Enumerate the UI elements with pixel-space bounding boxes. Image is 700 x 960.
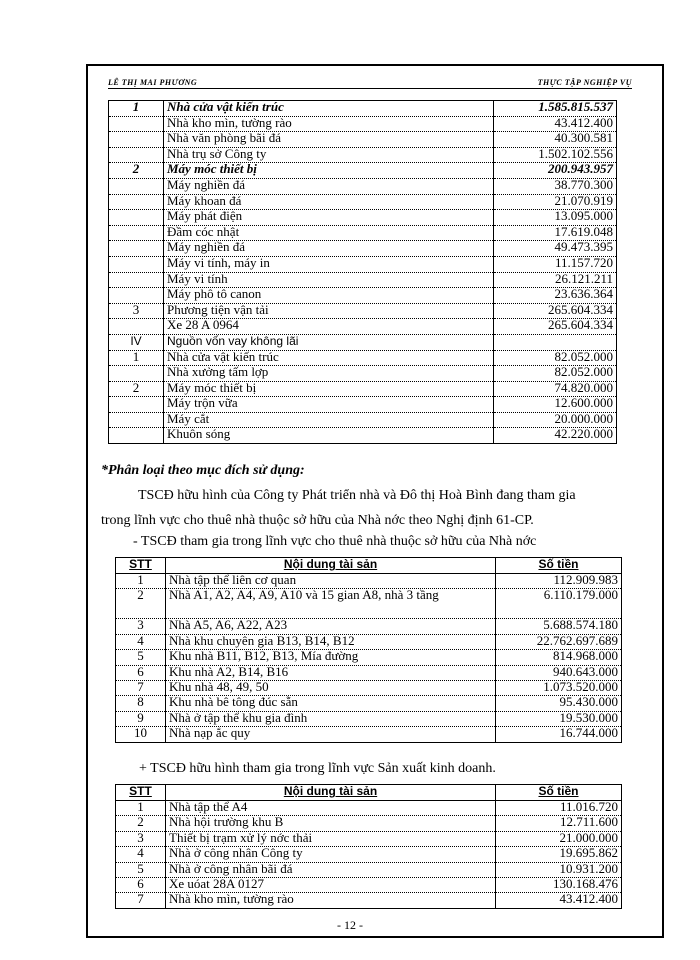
row-stt: 1 (109, 101, 164, 117)
business-table-body (116, 801, 622, 909)
row-stt (109, 210, 164, 226)
row-amount: 21.000.000 (496, 831, 622, 846)
row-stt: 1 (116, 574, 166, 589)
table-row (109, 428, 617, 444)
row-amount: 40.300.581 (494, 132, 617, 148)
row-name: Máy khoan đá (164, 194, 494, 210)
row-amount: 112.909.983 (496, 574, 622, 589)
header-title: THỰC TẬP NGHIỆP VỤ (537, 78, 632, 87)
rental-table-body (116, 574, 622, 743)
table-row (116, 589, 622, 619)
row-amount: 11.157.720 (494, 256, 617, 272)
row-amount: 16.744.000 (496, 727, 622, 742)
row-stt: 3 (109, 303, 164, 319)
table-row (109, 101, 617, 117)
row-stt (109, 178, 164, 194)
row-stt (109, 132, 164, 148)
section-heading: *Phân loại theo mục đích sử dụng: (101, 463, 305, 478)
row-name: Nhà văn phòng bãi đá (164, 132, 494, 148)
row-name: Khuôn sóng (164, 428, 494, 444)
page-header (108, 78, 632, 92)
row-stt: 5 (116, 650, 166, 665)
row-amount: 814.968.000 (496, 650, 622, 665)
row-stt: 6 (116, 877, 166, 892)
header-content: Nội dung tài sản (166, 785, 496, 801)
row-stt (109, 256, 164, 272)
table-row (109, 334, 617, 350)
row-name: Máy móc thiết bị (164, 163, 494, 179)
row-amount: 1.073.520.000 (496, 680, 622, 695)
paragraph-line-2: trong lĩnh vực cho thuê nhà thuộc sở hữu của Nhà nớc theo Nghị định 61-CP. (101, 513, 534, 528)
row-name: Máy nghiền đá (164, 241, 494, 257)
table-row (116, 816, 622, 831)
row-stt (109, 366, 164, 382)
table-row (116, 696, 622, 711)
table-row (116, 847, 622, 862)
rental-table (115, 557, 622, 743)
row-amount: 265.604.334 (494, 319, 617, 335)
row-name: Máy phát điện (164, 210, 494, 226)
table-row (116, 893, 622, 908)
asset-table-body (109, 101, 617, 444)
header-stt: STT (116, 558, 166, 574)
header-rule (108, 88, 632, 89)
row-name: Khu nhà A2, B14, B16 (166, 665, 496, 680)
rental-subheading: - TSCĐ tham gia trong lĩnh vực cho thuê nhà thuộc sở hữu của Nhà nớc (133, 534, 537, 549)
row-amount: 43.412.400 (494, 116, 617, 132)
row-name: Nhà hội trường khu B (166, 816, 496, 831)
row-stt: 10 (116, 727, 166, 742)
row-amount: 95.430.000 (496, 696, 622, 711)
row-amount: 23.636.364 (494, 288, 617, 304)
row-name: Nguồn vốn vay không lãi (164, 334, 494, 350)
row-name: Nhà A5, A6, A22, A23 (166, 619, 496, 634)
row-amount: 6.110.179.000 (496, 589, 622, 619)
row-stt: 3 (116, 619, 166, 634)
row-name: Xe 28 A 0964 (164, 319, 494, 335)
header-content: Nội dung tài sản (166, 558, 496, 574)
row-amount: 74.820.000 (494, 381, 617, 397)
row-name: Khu nhà 48, 49, 50 (166, 680, 496, 695)
row-amount: 1.585.815.537 (494, 101, 617, 117)
row-amount: 38.770.300 (494, 178, 617, 194)
row-name: Nhà A1, A2, A4, A9, A10 và 15 gian A8, nhà 3 tầng (166, 589, 496, 619)
row-amount: 1.502.102.556 (494, 147, 617, 163)
row-name: Phương tiện vận tải (164, 303, 494, 319)
row-name: Máy phô tô canon (164, 288, 494, 304)
header-author: LÊ THỊ MAI PHƯƠNG (108, 78, 198, 87)
row-stt: 2 (109, 381, 164, 397)
row-stt (109, 428, 164, 444)
row-stt: 4 (116, 634, 166, 649)
row-amount: 12.711.600 (496, 816, 622, 831)
row-name: Nhà ở công nhân bãi đá (166, 862, 496, 877)
row-amount: 22.762.697.689 (496, 634, 622, 649)
row-amount: 130.168.476 (496, 877, 622, 892)
row-amount: 17.619.048 (494, 225, 617, 241)
row-stt (109, 194, 164, 210)
row-stt (109, 272, 164, 288)
row-stt (109, 225, 164, 241)
row-stt (109, 319, 164, 335)
table-row (109, 366, 617, 382)
row-amount: 42.220.000 (494, 428, 617, 444)
row-amount: 11.016.720 (496, 801, 622, 816)
table-row (116, 650, 622, 665)
row-stt (109, 116, 164, 132)
table-row (116, 619, 622, 634)
row-stt: 2 (116, 816, 166, 831)
row-amount: 265.604.334 (494, 303, 617, 319)
business-subheading: + TSCĐ hữu hình tham gia trong lĩnh vực Sản xuất kinh doanh. (139, 761, 496, 776)
row-amount: 19.530.000 (496, 711, 622, 726)
row-amount: 12.600.000 (494, 397, 617, 413)
asset-table (108, 100, 617, 444)
row-amount: 82.052.000 (494, 350, 617, 366)
row-name: Nhà khu chuyên gia B13, B14, B12 (166, 634, 496, 649)
row-name: Nhà ở tập thể khu gia đình (166, 711, 496, 726)
row-amount (494, 334, 617, 350)
row-amount: 200.943.957 (494, 163, 617, 179)
header-stt: STT (116, 785, 166, 801)
row-stt: 4 (116, 847, 166, 862)
row-stt: 2 (116, 589, 166, 619)
row-stt (109, 241, 164, 257)
row-amount: 43.412.400 (496, 893, 622, 908)
row-amount: 5.688.574.180 (496, 619, 622, 634)
row-name: Xe uóat 28A 0127 (166, 877, 496, 892)
row-amount: 26.121.211 (494, 272, 617, 288)
page-number: - 12 - (337, 918, 363, 932)
row-amount: 82.052.000 (494, 366, 617, 382)
row-amount: 19.695.862 (496, 847, 622, 862)
row-name: Nhà kho mìn, tường rào (164, 116, 494, 132)
row-name: Nhà trụ sở Công ty (164, 147, 494, 163)
table-row (109, 178, 617, 194)
table-row (109, 319, 617, 335)
row-name: Nhà kho mìn, tường rào (166, 893, 496, 908)
row-stt: 3 (116, 831, 166, 846)
row-amount: 13.095.000 (494, 210, 617, 226)
table-row (116, 727, 622, 742)
paragraph-line-1: TSCĐ hữu hình của Công ty Phát triển nhà và Đô thị Hoà Bình đang tham gia (138, 488, 576, 503)
row-amount: 20.000.000 (494, 412, 617, 428)
row-amount: 49.473.395 (494, 241, 617, 257)
row-name: Máy trộn vữa (164, 397, 494, 413)
row-amount: 940.643.000 (496, 665, 622, 680)
row-name: Đầm cóc nhật (164, 225, 494, 241)
header-amount: Số tiền (496, 785, 622, 801)
row-stt: 9 (116, 711, 166, 726)
table-row (109, 132, 617, 148)
row-name: Thiết bị trạm xử lý nớc thải (166, 831, 496, 846)
row-name: Máy vi tính, máy in (164, 256, 494, 272)
business-table (115, 784, 622, 909)
row-stt (109, 288, 164, 304)
row-stt: 7 (116, 893, 166, 908)
row-name: Khu nhà bê tông đúc sẵn (166, 696, 496, 711)
row-stt: 8 (116, 696, 166, 711)
row-name: Nhà cửa vật kiến trúc (164, 350, 494, 366)
row-name: Nhà tập thể liên cơ quan (166, 574, 496, 589)
row-name: Nhà ở công nhân Công ty (166, 847, 496, 862)
table-row (109, 210, 617, 226)
row-name: Nhà cửa vật kiến trúc (164, 101, 494, 117)
row-stt: 1 (116, 801, 166, 816)
row-name: Máy cắt (164, 412, 494, 428)
row-stt: 7 (116, 680, 166, 695)
table-row (109, 256, 617, 272)
row-amount: 21.070.919 (494, 194, 617, 210)
row-name: Nhà xưởng tấm lợp (164, 366, 494, 382)
row-name: Khu nhà B11, B12, B13, Mía đường (166, 650, 496, 665)
row-name: Nhà tập thể A4 (166, 801, 496, 816)
row-stt (109, 412, 164, 428)
row-stt: 1 (109, 350, 164, 366)
row-amount: 10.931.200 (496, 862, 622, 877)
table-row (109, 288, 617, 304)
row-name: Nhà nạp ắc quy (166, 727, 496, 742)
row-name: Máy vi tính (164, 272, 494, 288)
row-stt: 2 (109, 163, 164, 179)
row-stt: 6 (116, 665, 166, 680)
row-stt: IV (109, 334, 164, 350)
row-stt: 5 (116, 862, 166, 877)
row-name: Máy nghiền đá (164, 178, 494, 194)
row-name: Máy móc thiết bị (164, 381, 494, 397)
header-amount: Số tiền (496, 558, 622, 574)
row-stt (109, 397, 164, 413)
